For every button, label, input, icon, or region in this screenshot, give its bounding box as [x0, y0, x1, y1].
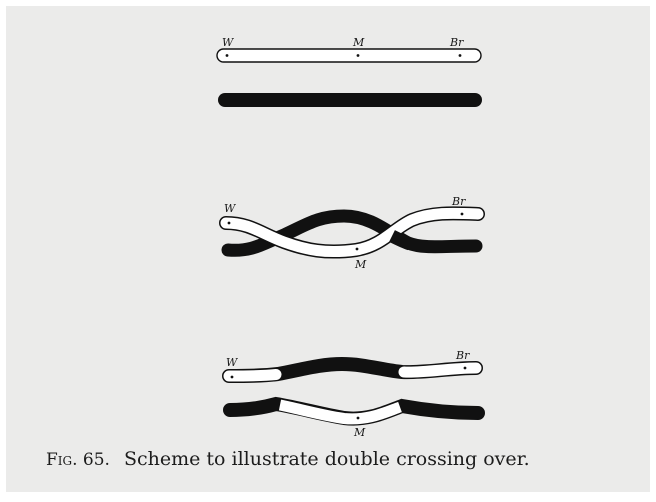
stage1-label-w: W: [222, 36, 234, 49]
stage1-locus-w: [226, 54, 229, 57]
stage3-locus-w: [231, 376, 234, 379]
stage3-group: [226, 349, 478, 439]
stage2-label-br: Br: [452, 195, 466, 208]
stage3-label-br: Br: [456, 349, 470, 362]
stage2-locus-br: [461, 213, 464, 216]
stage1-label-m: M: [353, 36, 365, 49]
caption-text: Scheme to illustrate double crossing over.: [123, 448, 530, 470]
stage1-group: [217, 36, 482, 107]
stage2-group: [224, 195, 478, 271]
stage3-locus-br: [464, 367, 467, 370]
stage3-locus-m: [357, 417, 360, 420]
stage3-upper-white-left: [229, 375, 276, 377]
figure-caption: [46, 448, 646, 470]
stage3-label-m: M: [354, 426, 366, 439]
stage2-black-strand-front: [392, 236, 410, 244]
stage3-label-w: W: [226, 356, 238, 369]
figure-number: Fig. 65.: [46, 450, 110, 470]
stage2-locus-m: [356, 248, 359, 251]
stage1-label-br: Br: [450, 36, 464, 49]
stage2-label-m: M: [355, 258, 367, 271]
stage2-locus-w: [228, 222, 231, 225]
stage2-label-w: W: [224, 202, 236, 215]
stage1-black-chromosome: [218, 93, 482, 107]
stage1-white-chromosome: [217, 49, 481, 62]
stage1-locus-m: [357, 54, 360, 57]
stage1-locus-br: [459, 54, 462, 57]
